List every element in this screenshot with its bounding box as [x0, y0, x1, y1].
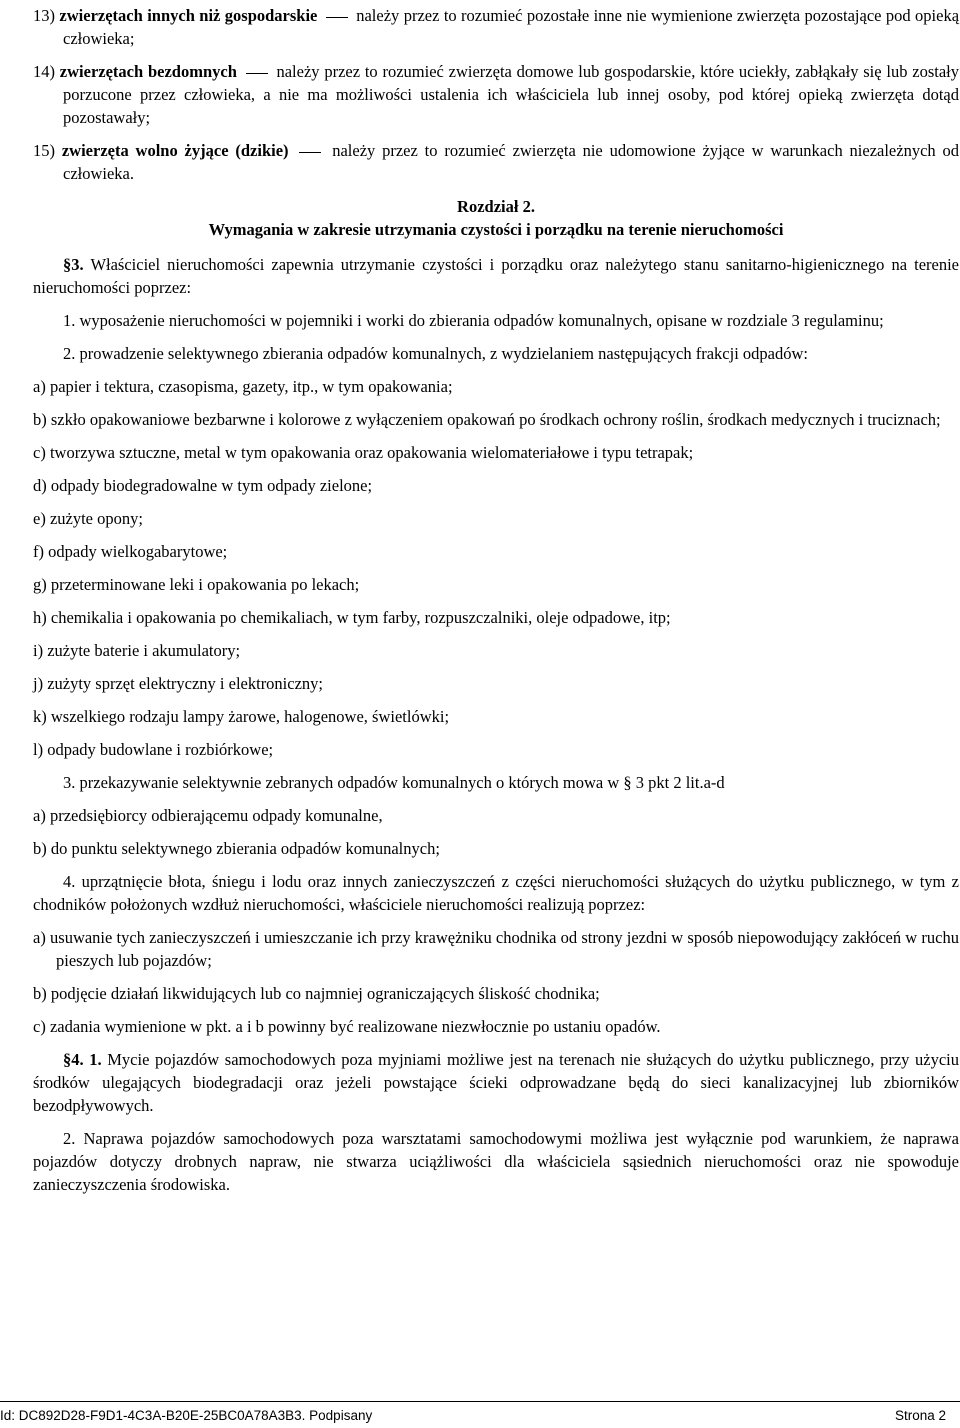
document-id: Id: DC892D28-F9D1-4C3A-B20E-25BC0A78A3B3. Podpisany	[0, 1408, 373, 1423]
section-symbol: §	[63, 255, 72, 274]
definition-13	[33, 4, 959, 50]
section-3-intro	[33, 253, 959, 299]
fraction-item: i) zużyte baterie i akumulatory;	[33, 641, 241, 660]
definition-number: 15)	[33, 141, 55, 160]
definition-term: zwierzęta wolno żyjące (dzikie)	[61, 141, 289, 160]
fraction-item: l) odpady budowlane i rozbiórkowe;	[33, 740, 274, 759]
cleaning-item: c) zadania wymienione w pkt. a i b powinny być realizowane niezwłocznie po ustaniu opadów.	[33, 1017, 661, 1036]
document-page	[33, 4, 959, 1206]
chapter-title: Wymagania w zakresie utrzymania czystości i porządku na terenie nieruchomości	[208, 220, 784, 239]
fraction-item: f) odpady wielkogabarytowe;	[33, 542, 228, 561]
fraction-item: k) wszelkiego rodzaju lampy żarowe, halogenowe, świetlówki;	[33, 707, 450, 726]
recipient-item: b) do punktu selektywnego zbierania odpadów komunalnych;	[33, 839, 440, 858]
page-footer	[0, 1404, 960, 1427]
definition-text: należy przez to rozumieć zwierzęta nie udomowione żyjące w warunkach niezależnych od człowieka.	[63, 141, 959, 183]
fraction-item: b) szkło opakowaniowe bezbarwne i kolorowe z wyłączeniem opakowań po środkach ochrony roślin, środkach medycznych i truciznach;	[33, 410, 941, 429]
fraction-item: c) tworzywa sztuczne, metal w tym opakowania oraz opakowania wielomateriałowe i typu tetrapak;	[33, 443, 694, 462]
fraction-item: h) chemikalia i opakowania po chemikaliach, w tym farby, rozpuszczalniki, oleje odpadowe, itp;	[33, 608, 671, 627]
definition-15	[33, 139, 959, 185]
fraction-item: j) zużyty sprzęt elektryczny i elektroniczny;	[33, 674, 323, 693]
definition-number: 14)	[33, 62, 55, 81]
definition-term: zwierzętach bezdomnych	[59, 62, 237, 81]
fraction-item: g) przeterminowane leki i opakowania po lekach;	[33, 575, 360, 594]
section-4-mark: 4. 1.	[71, 1050, 102, 1069]
definition-14	[33, 60, 959, 129]
footer-divider	[0, 1401, 960, 1402]
section-3-point-4: 4. uprzątnięcie błota, śniegu i lodu oraz innych zanieczyszczeń z części nieruchomości służących do użytku publicznego, w tym z chodników położonych wzdłuż nieruchomości, właściciele nieruchomości realizują poprzez:	[33, 872, 959, 914]
section-4-point-1-text: Mycie pojazdów samochodowych poza myjniami możliwe jest na terenach nie służących do użytku publicznego, przy użyciu środków ulegających biodegradacji oraz jeżeli powstające ścieki odprowadzane będą do sieci kanalizacyjnej lub zbiorników bezodpływowych.	[33, 1050, 960, 1115]
cleaning-item: b) podjęcie działań likwidujących lub co najmniej ograniczających śliskość chodnika;	[33, 984, 600, 1003]
section-3-point-2: 2. prowadzenie selektywnego zbierania odpadów komunalnych, z wydzielaniem następujących frakcji odpadów:	[63, 344, 808, 363]
definition-text: należy przez to rozumieć zwierzęta domowe lub gospodarskie, które uciekły, zabłąkały się lub zostały porzucone przez człowieka, a nie ma możliwości ustalenia ich właściciela lub innej osoby, pod której opieką zwierzęta dotąd pozostawały;	[63, 62, 959, 127]
definition-term: zwierzętach innych niż gospodarskie	[59, 6, 318, 25]
chapter-number: Rozdział 2.	[457, 197, 535, 216]
section-4-point-1	[33, 1048, 959, 1117]
dash	[326, 17, 348, 18]
section-symbol: §	[623, 773, 632, 792]
section-3-point-3	[33, 771, 959, 794]
section-3-point-1: 1. wyposażenie nieruchomości w pojemniki i worki do zbierania odpadów komunalnych, opisane w rozdziale 3 regulaminu;	[63, 311, 884, 330]
section-4-point-2: 2. Naprawa pojazdów samochodowych poza warsztatami samochodowymi możliwa jest wyłącznie pod warunkiem, że naprawa pojazdów dotyczy drobnych napraw, nie stwarza uciążliwości dla właściciela sąsiednich nieruchomości oraz nie spowoduje zanieczyszczenia środowiska.	[33, 1129, 959, 1194]
dash	[299, 152, 321, 153]
section-symbol: §	[63, 1050, 72, 1069]
fraction-item: d) odpady biodegradowalne w tym odpady zielone;	[33, 476, 373, 495]
recipient-item: a) przedsiębiorcy odbierającemu odpady komunalne,	[33, 806, 383, 825]
section-3-intro-text: Właściciel nieruchomości zapewnia utrzymanie czystości i porządku oraz należytego stanu sanitarno-higienicznego na terenie nieruchomości poprzez:	[33, 255, 960, 297]
definition-number: 13)	[33, 6, 55, 25]
point-3-reference: 3 pkt 2 lit.a-d	[635, 773, 725, 792]
dash	[246, 73, 268, 74]
definition-text: należy przez to rozumieć pozostałe inne nie wymienione zwierzęta pozostające pod opieką człowieka;	[63, 6, 960, 48]
point-3-text: 3. przekazywanie selektywnie zebranych odpadów komunalnych o których mowa w	[63, 773, 620, 792]
fraction-item: e) zużyte opony;	[33, 509, 143, 528]
fraction-item: a) papier i tektura, czasopisma, gazety, itp., w tym opakowania;	[33, 377, 453, 396]
section-3-mark: 3.	[71, 255, 84, 274]
page-number: Strona 2	[894, 1408, 946, 1423]
cleaning-item: a) usuwanie tych zanieczyszczeń i umieszczanie ich przy krawężniku chodnika od strony jezdni w sposób niepowodujący zakłóceń w ruchu pieszych lub pojazdów;	[33, 928, 959, 970]
